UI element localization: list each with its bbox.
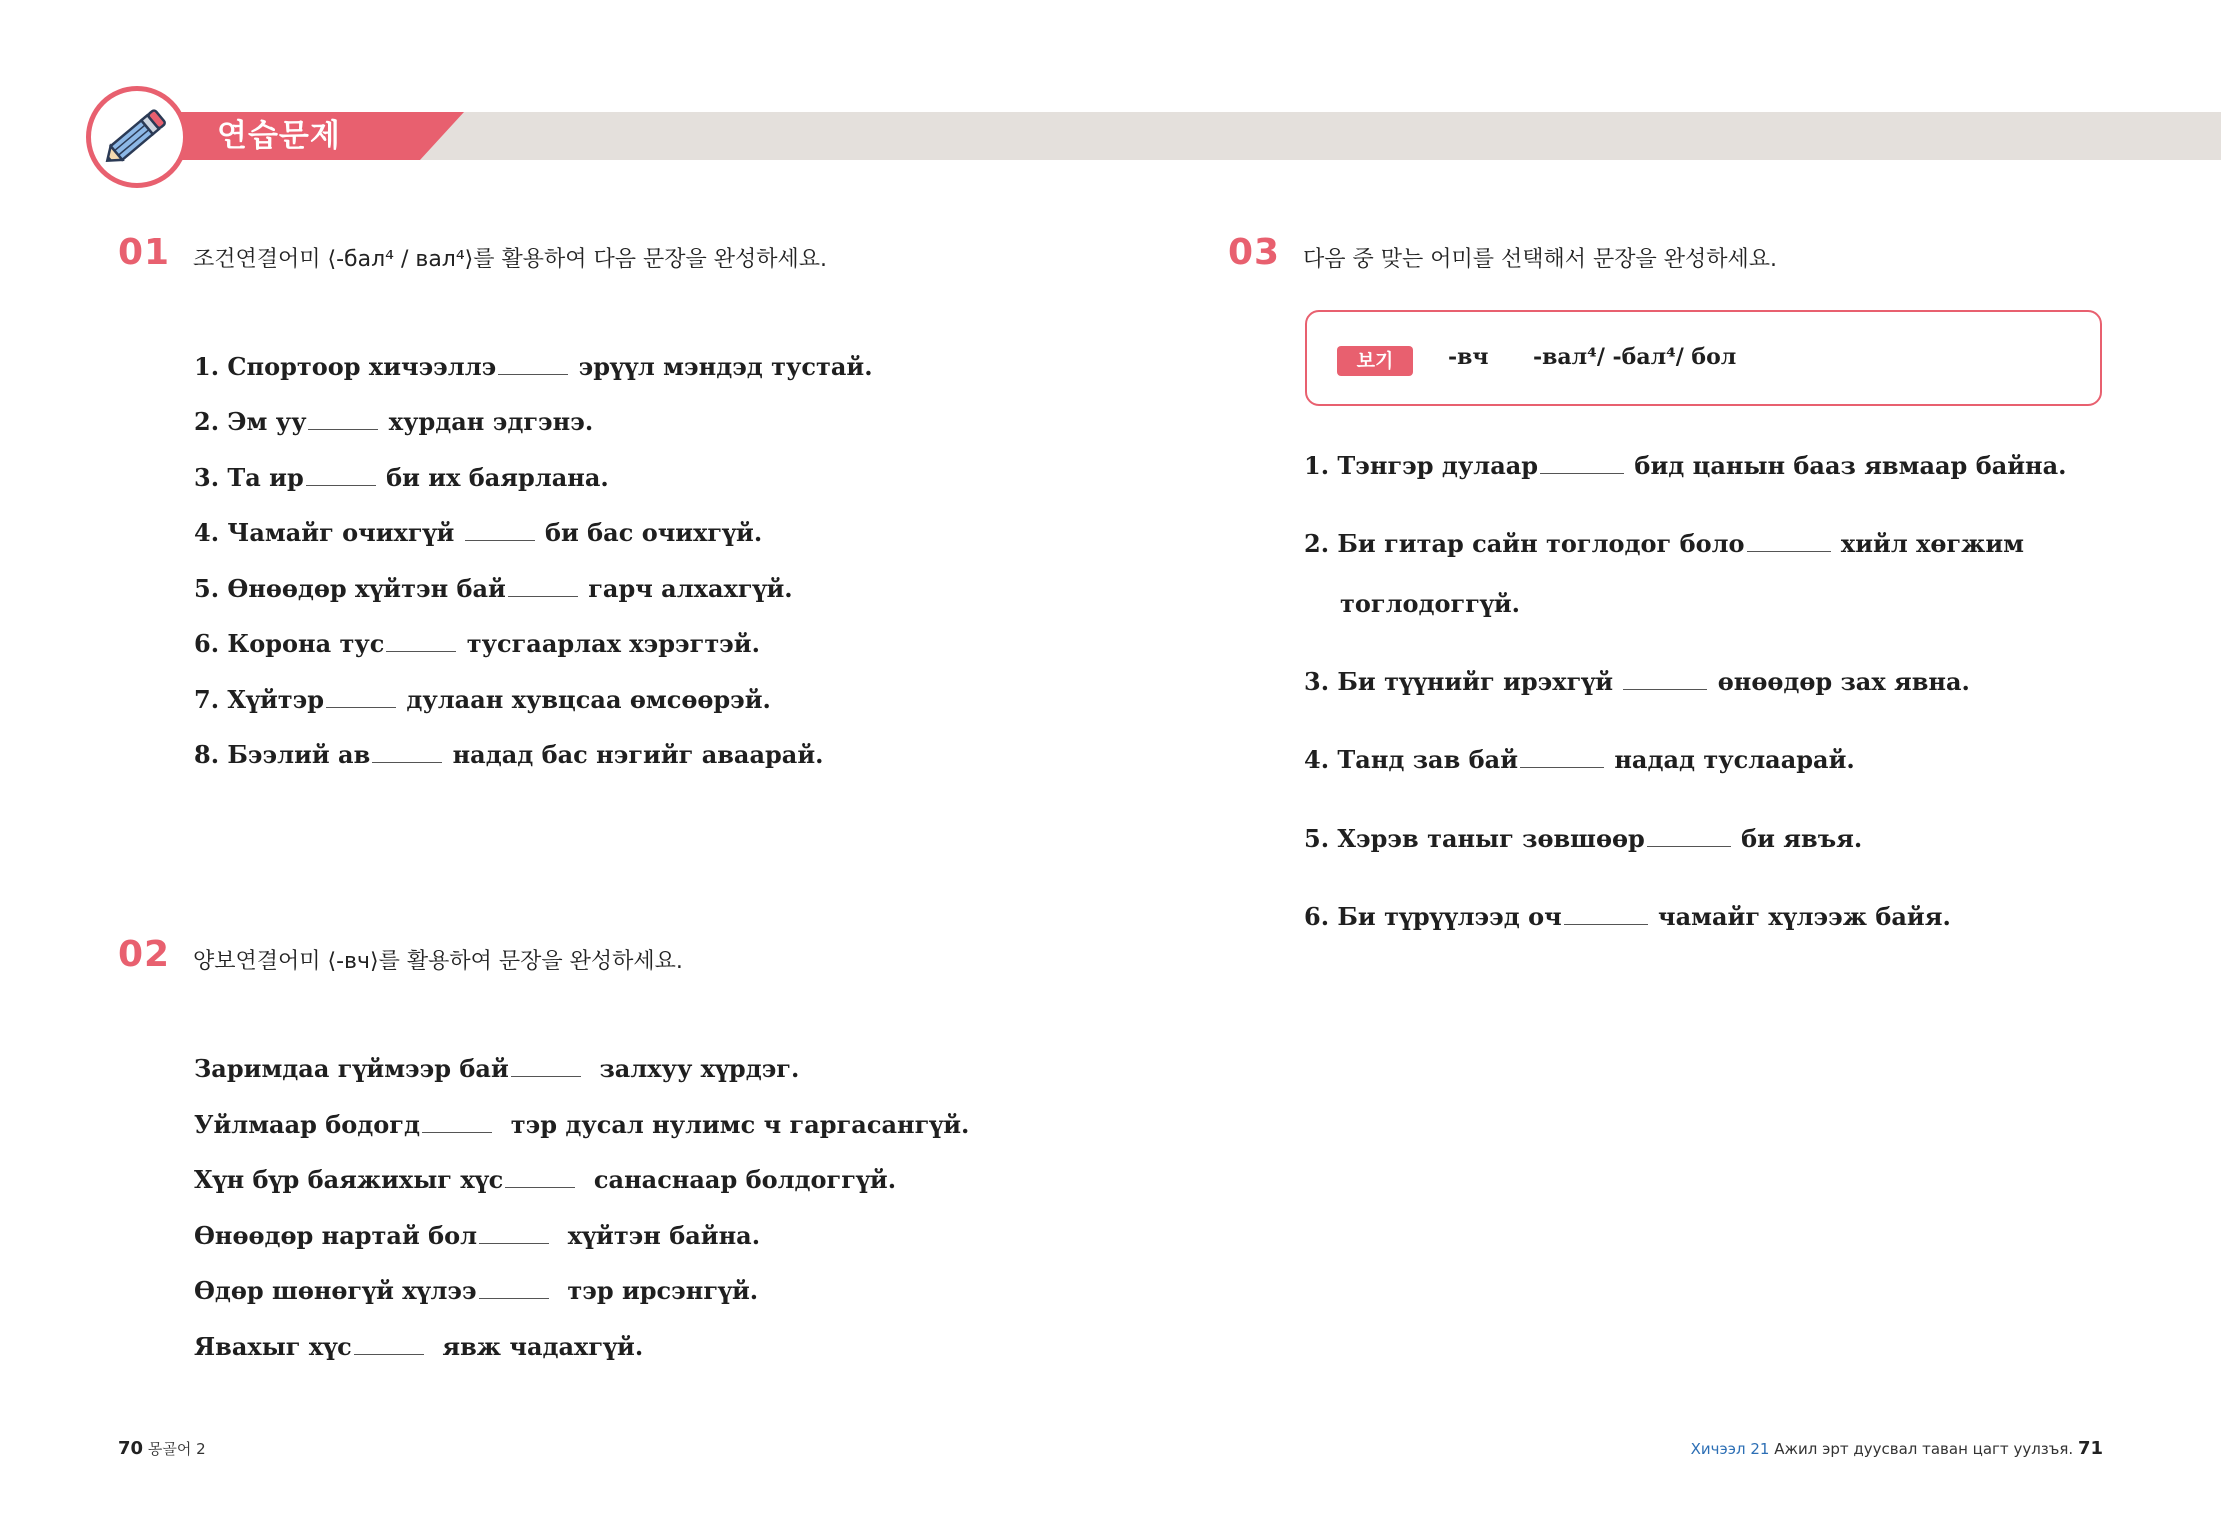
section-2-number: 02: [118, 934, 171, 975]
answer-blank[interactable]: [498, 372, 568, 375]
section-3-number: 03: [1228, 232, 1281, 273]
s1-item-3: 3. Та ир би их баярлана.: [194, 463, 609, 492]
answer-blank[interactable]: [386, 649, 456, 652]
s1-item-8: 8. Бээлий ав надад бас нэгийг аваарай.: [194, 740, 824, 769]
answer-blank[interactable]: [422, 1130, 492, 1133]
s3-item-5: 5. Хэрэв таныг зөвшөөр би явъя.: [1304, 824, 1863, 853]
s2-item-1: Заримдаа гүймээр бай залхуу хүрдэг.: [194, 1054, 800, 1083]
s3-item-6: 6. Би түрүүлээд оч чамайг хүлээж байя.: [1304, 902, 1951, 931]
answer-blank[interactable]: [354, 1352, 424, 1355]
s2-item-2: Уйлмаар бодогд тэр дусал нулимс ч гаргасангүй.: [194, 1110, 970, 1139]
section-3-instruction: 다음 중 맞는 어미를 선택해서 문장을 완성하세요.: [1303, 247, 1777, 272]
s2-item-3: Хүн бүр баяжихыг хүс санаснаар болдоггүй.: [194, 1165, 897, 1194]
example-badge: 보기: [1337, 346, 1413, 376]
s2-item-4: Өнөөдөр нартай бол хүйтэн байна.: [194, 1221, 761, 1250]
s3-item-4: 4. Танд зав бай надад туслаарай.: [1304, 745, 1855, 774]
s3-item-2-continued: тоглодоггүй.: [1340, 589, 1521, 618]
s3-item-3: 3. Би түүнийг ирэхгүй өнөөдөр зах явна.: [1304, 667, 1970, 696]
pencil-logo: [86, 86, 188, 188]
answer-blank[interactable]: [1540, 471, 1624, 474]
s1-item-6: 6. Корона тус тусгаарлах хэрэгтэй.: [194, 629, 760, 658]
answer-blank[interactable]: [465, 538, 535, 541]
answer-blank[interactable]: [372, 760, 442, 763]
answer-blank[interactable]: [1564, 922, 1648, 925]
s2-item-5: Өдөр шөнөгүй хүлээ тэр ирсэнгүй.: [194, 1276, 759, 1305]
answer-blank[interactable]: [508, 594, 578, 597]
section-1-number: 01: [118, 232, 171, 273]
s2-item-6: Явахыг хүс явж чадахгүй.: [194, 1332, 644, 1361]
header-bar-background: [440, 112, 2221, 160]
page-number-left: 70: [118, 1438, 144, 1459]
answer-blank[interactable]: [1647, 844, 1731, 847]
s3-item-2: 2. Би гитар сайн тоглодог боло хийл хөгжим: [1304, 529, 2025, 558]
answer-blank[interactable]: [1520, 765, 1604, 768]
section-1-instruction: 조건연결어미 ⟨-бал⁴ / вал⁴⟩를 활용하여 다음 문장을 완성하세요.: [193, 247, 828, 272]
header-title-tip: [420, 112, 464, 160]
lesson-label: Хичээл 21: [1690, 1440, 1770, 1458]
page-title: 연습문제: [217, 118, 341, 154]
answer-blank[interactable]: [505, 1185, 575, 1188]
book-title: 몽골어 2: [147, 1440, 206, 1458]
s1-item-7: 7. Хүйтэр дулаан хувцсаа өмсөөрэй.: [194, 685, 771, 714]
answer-blank[interactable]: [308, 427, 378, 430]
s1-item-4: 4. Чамайг очихгүй би бас очихгүй.: [194, 518, 763, 547]
section-2-instruction: 양보연결어미 ⟨-вч⟩를 활용하여 문장을 완성하세요.: [193, 949, 683, 974]
example-option-1: -вч: [1448, 344, 1489, 370]
page-number-right: 71: [2077, 1438, 2103, 1459]
s1-item-1: 1. Спортоор хичээллэ эрүүл мэндэд тустай.: [194, 352, 873, 381]
answer-blank[interactable]: [1747, 549, 1831, 552]
s3-item-1: 1. Тэнгэр дулаар бид цанын бааз явмаар байна.: [1304, 451, 2067, 480]
answer-blank[interactable]: [511, 1074, 581, 1077]
answer-blank[interactable]: [479, 1296, 549, 1299]
s1-item-5: 5. Өнөөдөр хүйтэн бай гарч алхахгүй.: [194, 574, 793, 603]
footer-left: [118, 1438, 206, 1459]
s1-item-2: 2. Эм уу хурдан эдгэнэ.: [194, 407, 594, 436]
answer-blank[interactable]: [306, 483, 376, 486]
answer-blank[interactable]: [479, 1241, 549, 1244]
answer-blank[interactable]: [1623, 687, 1707, 690]
pencil-icon: [99, 99, 175, 175]
footer-right: [1691, 1438, 2103, 1459]
lesson-title: Ажил эрт дуусвал таван цагт уулзъя.: [1774, 1440, 2074, 1458]
answer-blank[interactable]: [326, 705, 396, 708]
example-option-2: -вал⁴/ -бал⁴/ бол: [1533, 344, 1737, 370]
